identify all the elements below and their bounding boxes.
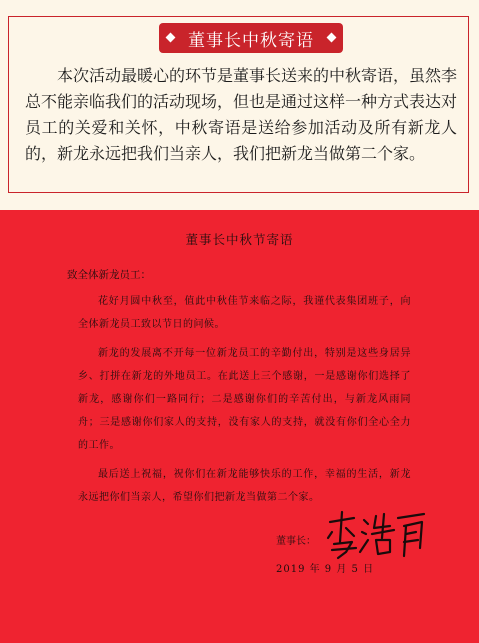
letter-title: 董事长中秋节寄语	[185, 232, 294, 247]
signature-label: 董事长：	[276, 536, 316, 547]
letter-paragraph: 最后送上祝福，祝你们在新龙能够快乐的工作，幸福的生活，新龙永远把你们当亲人，希望你们把新龙当做第二个家。	[78, 469, 411, 503]
diamond-icon	[166, 33, 176, 43]
section-title: 董事长中秋寄语	[188, 30, 314, 51]
diamond-icon	[327, 33, 337, 43]
chairman-letter-photo	[0, 210, 479, 643]
section-title-badge	[159, 23, 343, 53]
letter-body	[78, 290, 411, 515]
intro-card	[8, 16, 469, 193]
handwritten-signature	[324, 508, 434, 562]
letter-salutation: 致全体新龙员工：	[67, 269, 151, 281]
intro-paragraph: 本次活动最暖心的环节是董事长送来的中秋寄语，虽然李总不能亲临我们的活动现场，但也是通过这样一种方式表达对员工的关爱和关怀，中秋寄语是送给参加活动及所有新龙人的，新龙永远把我们当亲人，我们把新龙当做第二个家。	[25, 66, 458, 163]
letter-paragraph: 花好月圆中秋至，值此中秋佳节来临之际，我谨代表集团班子，向全体新龙员工致以节日的问候。	[78, 296, 411, 330]
letter-paragraph: 新龙的发展离不开每一位新龙员工的辛勤付出，特别是这些身居异乡、打拼在新龙的外地员工。在此送上三个感谢，一是感谢你们选择了新龙，感谢你们一路同行；二是感谢你们的辛苦付出，与新龙风雨同舟；三是感谢你们家人的支持，没有家人的支持，就没有你们全心全力的工作。	[78, 348, 411, 451]
letter-date: 2019 年 9 月 5 日	[276, 564, 375, 575]
